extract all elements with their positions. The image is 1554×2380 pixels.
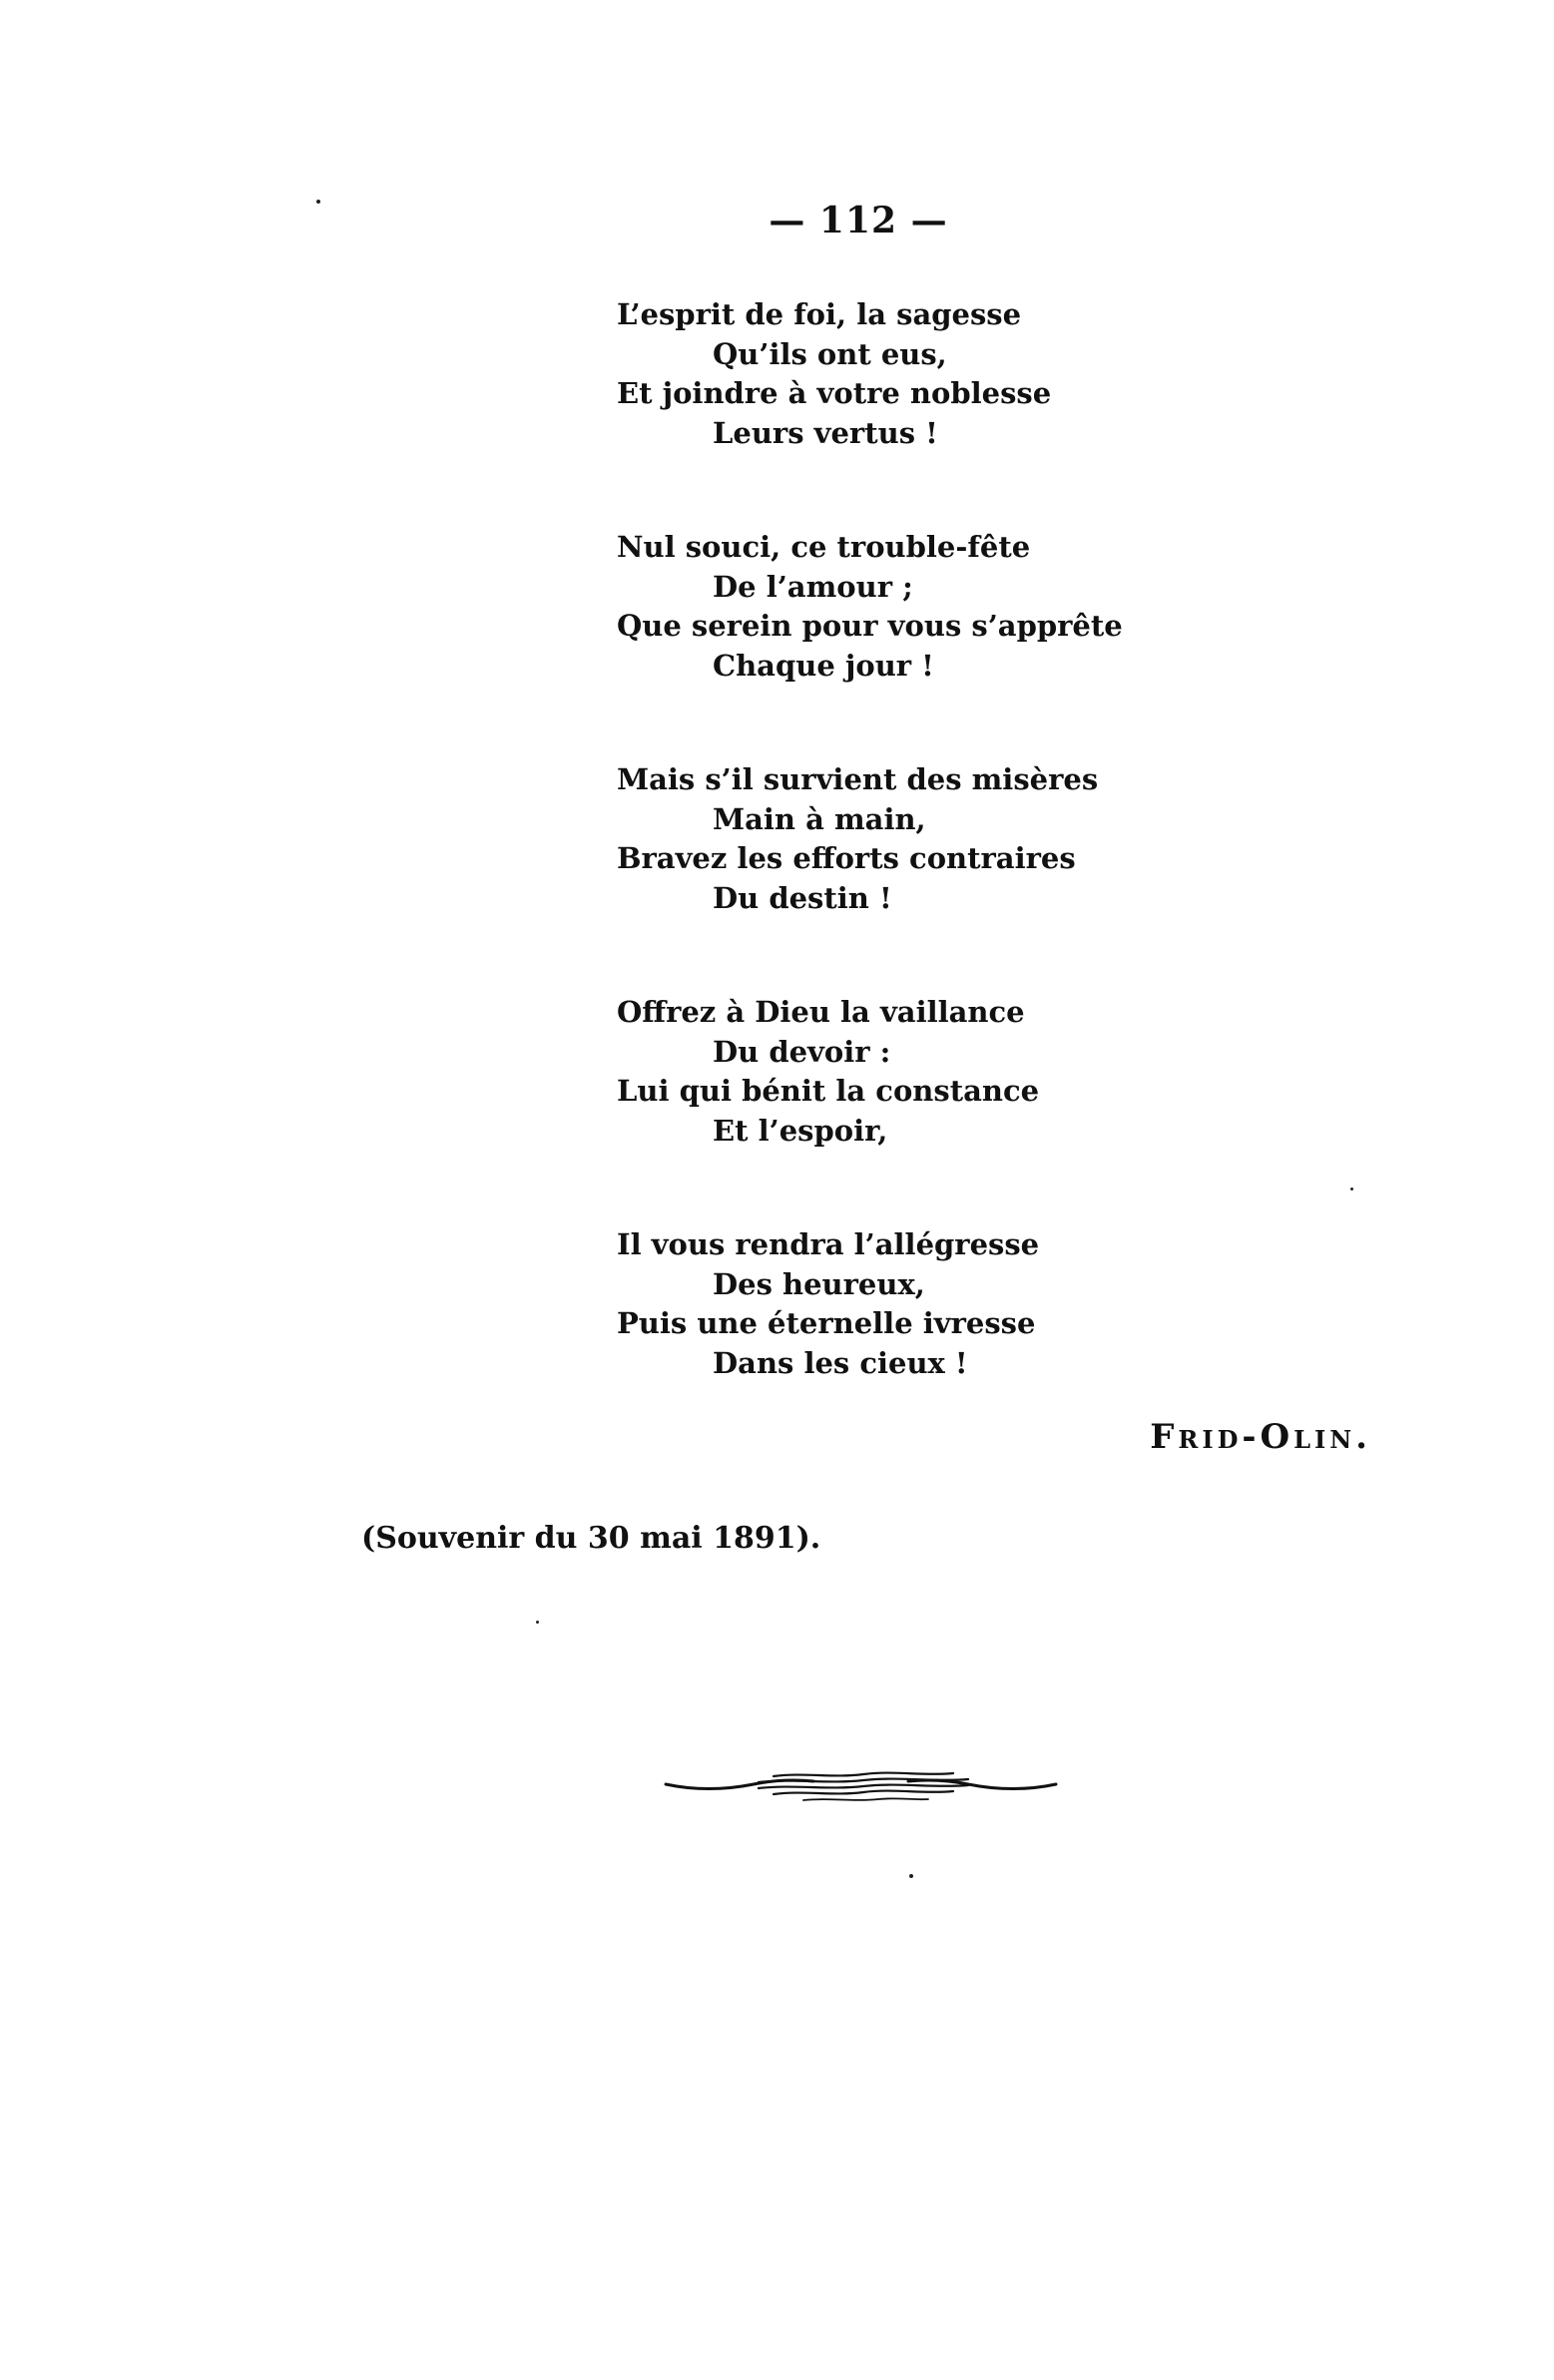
print-speck [1350, 1188, 1353, 1190]
poem-line: Il vous rendra l’allégresse [617, 1227, 1040, 1261]
page-number: — 112 — [769, 200, 948, 241]
poem-line: Du devoir : [713, 1034, 891, 1069]
stanza-2 [617, 528, 1136, 686]
author-signature: Frid-Olin. [1150, 1417, 1371, 1457]
poem-line: Mais s’il survient des misères [617, 762, 1099, 796]
poem-line: Chaque jour ! [713, 648, 934, 683]
poem-line: Qu’ils ont eus, [713, 336, 947, 371]
poem-line: Leurs vertus ! [713, 415, 938, 450]
stanza-4 [617, 993, 1136, 1151]
poem-line: Main à main, [713, 801, 926, 836]
poem-line: Et joindre à votre noblesse [617, 376, 1052, 410]
stanza-5 [617, 1225, 1136, 1383]
poem [617, 295, 1136, 1458]
poem-line: Offrez à Dieu la vaillance [617, 995, 1025, 1029]
poem-line: Dans les cieux ! [713, 1345, 968, 1380]
print-speck [536, 1621, 539, 1624]
poem-line: Des heureux, [713, 1266, 925, 1301]
souvenir-note: (Souvenir du 30 mai 1891). [361, 1521, 821, 1556]
poem-line: Bravez les efforts contraires [617, 841, 1076, 875]
poem-line: Nul souci, ce trouble-fête [617, 530, 1031, 564]
stanza-3 [617, 760, 1136, 918]
stanza-1 [617, 295, 1136, 453]
wavy-rule-ornament-icon [664, 1764, 1058, 1806]
poem-line: Que serein pour vous s’apprête [617, 609, 1123, 643]
poem-line: Puis une éternelle ivresse [617, 1306, 1036, 1340]
poem-line: Lui qui bénit la constance [617, 1074, 1040, 1108]
poem-line: Et l’espoir, [713, 1113, 888, 1148]
poem-line: Du destin ! [713, 880, 892, 915]
poem-line: De l’amour ; [713, 569, 913, 604]
print-speck [909, 1874, 913, 1878]
poem-line: L’esprit de foi, la sagesse [617, 297, 1022, 331]
